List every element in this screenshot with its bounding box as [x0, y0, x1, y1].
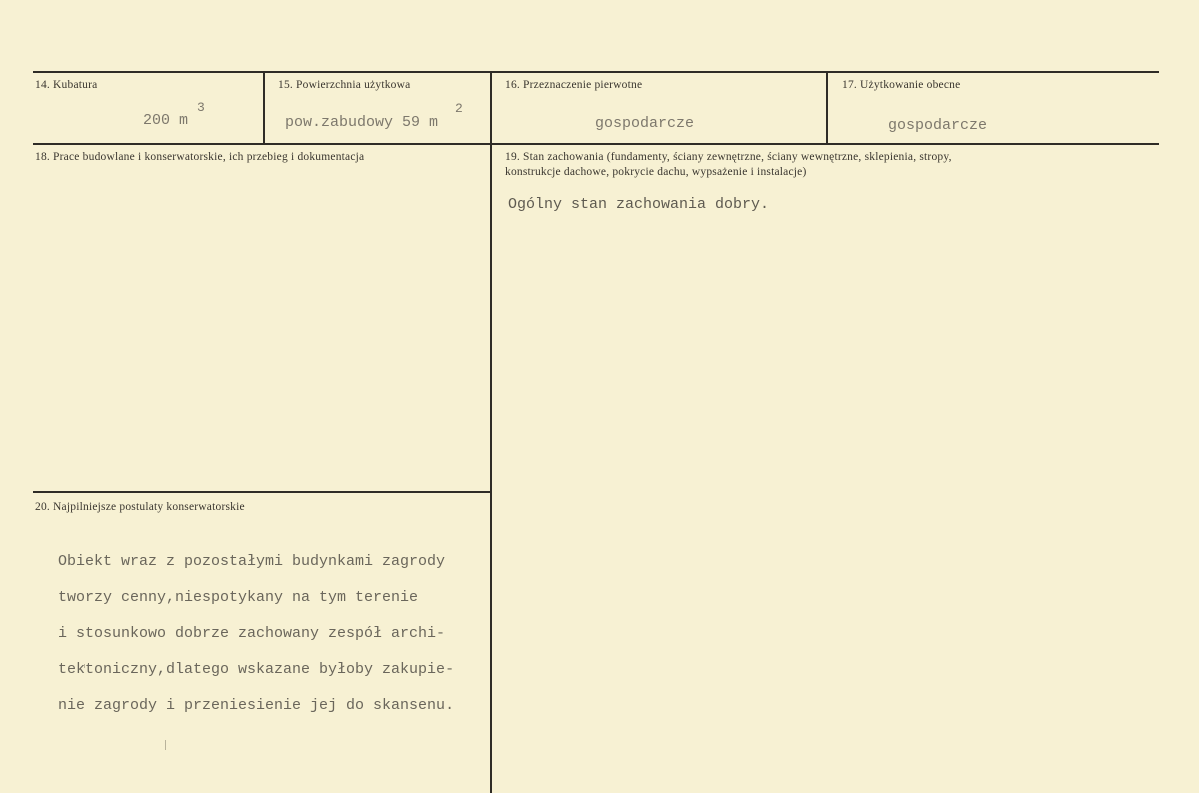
- field-17-value: gospodarcze: [888, 117, 988, 134]
- field-20-line: i stosunkowo dobrze zachowany zespół archi-: [58, 625, 446, 642]
- field-19-label-line2: konstrukcje dachowe, pokrycie dachu, wypsażenie i instalacje): [505, 166, 807, 178]
- field-14-label: 14. Kubatura: [35, 79, 98, 91]
- middle-rule: [33, 143, 1159, 145]
- top-rule: [33, 71, 1159, 73]
- field-19-label-line1: 19. Stan zachowania (fundamenty, ściany zewnętrzne, ściany wewnętrzne, sklepienia, stropy,: [505, 151, 952, 163]
- field-16-value: gospodarcze: [595, 115, 695, 132]
- divider-left-right: [490, 143, 492, 793]
- field-20-line: tworzy cenny,niespotykany na tym terenie: [58, 589, 419, 606]
- field-16-label: 16. Przeznaczenie pierwotne: [505, 79, 643, 91]
- field-14-value: 200 m: [143, 112, 189, 129]
- divider-14-15: [263, 71, 265, 144]
- field-20-line: tektoniczny,dlatego wskazane byłoby zakupie-: [58, 661, 455, 678]
- field-20-line: nie zagrody i przeniesienie jej do skansenu.: [58, 697, 455, 714]
- divider-15-16: [490, 71, 492, 144]
- field-20-text: [58, 535, 454, 733]
- field-15-value: pow.zabudowy 59 m: [285, 114, 439, 131]
- field-14-unit-exponent: 3: [197, 100, 205, 115]
- faint-mark: [165, 740, 166, 750]
- field-15-label: 15. Powierzchnia użytkowa: [278, 79, 411, 91]
- field-20-label: 20. Najpilniejsze postulaty konserwatorskie: [35, 501, 245, 513]
- field-17-label: 17. Użytkowanie obecne: [842, 79, 961, 91]
- field-15-unit-exponent: 2: [455, 101, 463, 116]
- divider-16-17: [826, 71, 828, 144]
- field-18-label: 18. Prace budowlane i konserwatorskie, ich przebieg i dokumentacja: [35, 151, 365, 163]
- field-20-line: Obiekt wraz z pozostałymi budynkami zagrody: [58, 553, 446, 570]
- field-19-value: Ogólny stan zachowania dobry.: [508, 196, 770, 213]
- left-lower-rule: [33, 491, 490, 493]
